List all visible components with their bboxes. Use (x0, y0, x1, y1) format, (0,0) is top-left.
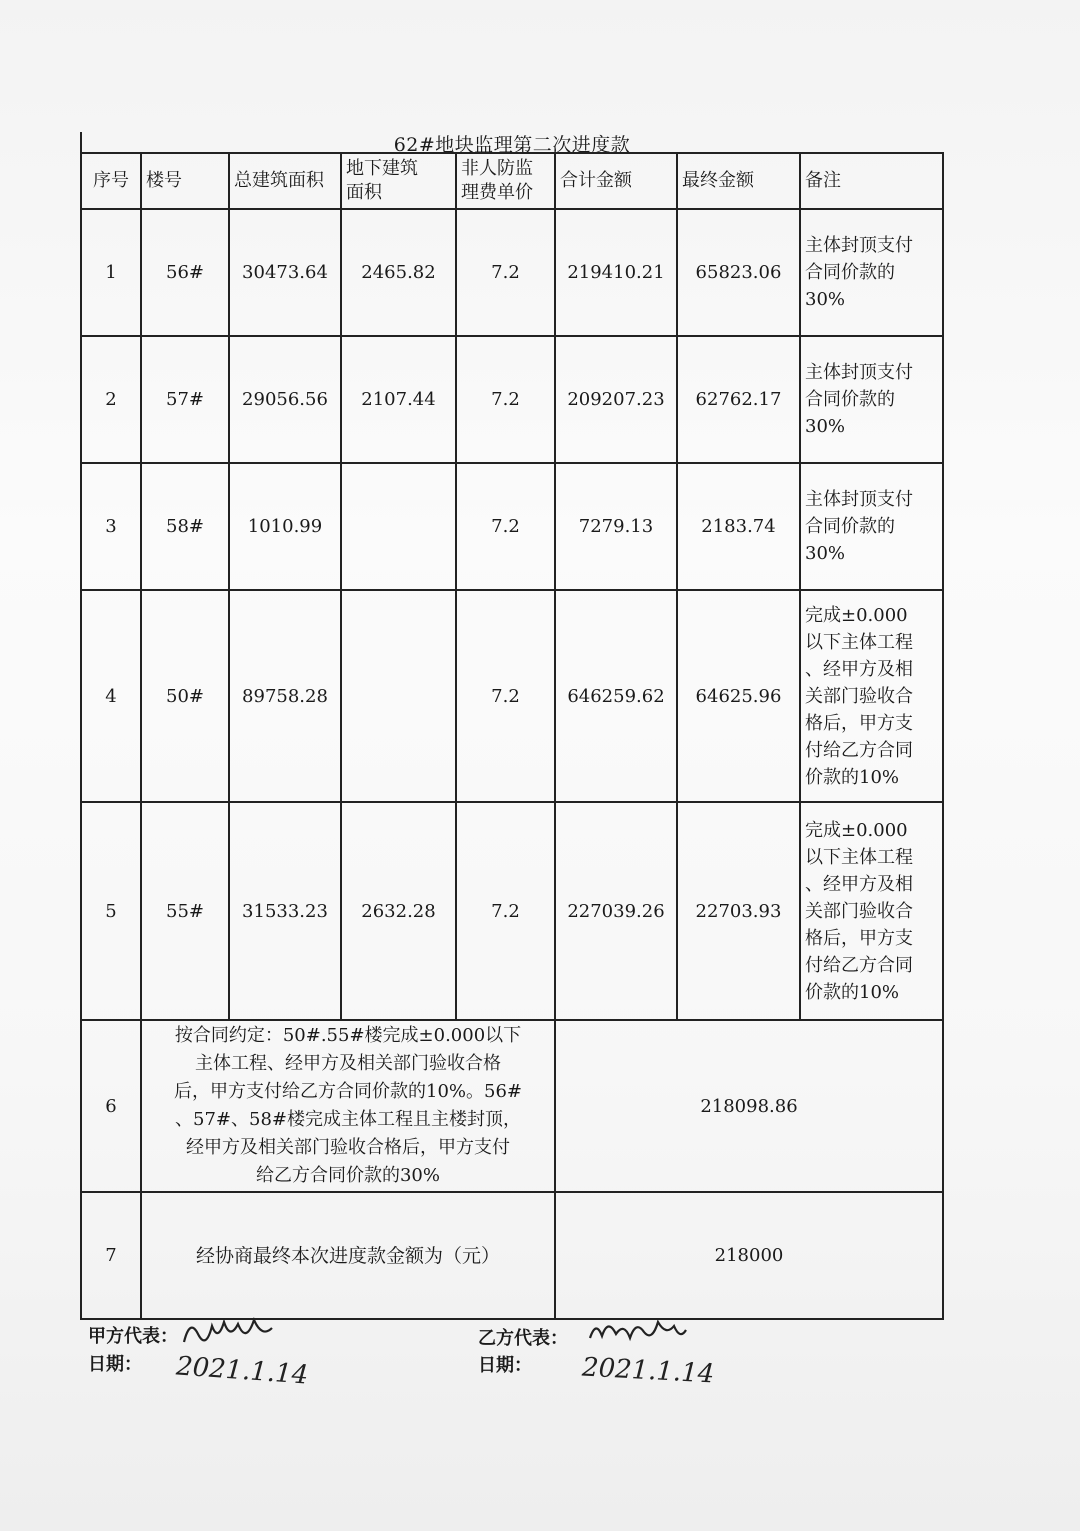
header-total-area: 总建筑面积 (229, 153, 341, 209)
header-row (81, 153, 943, 209)
header-underground-area: 地下建筑 面积 (341, 153, 456, 209)
table-row: 5 55# 31533.23 2632.28 7.2 227039.26 22703.93 完成±0.000 以下主体工程 、经甲方及相 关部门验收合 格后，甲方支 付给乙方合同 价款的10% (81, 802, 943, 1020)
party-b-signature (586, 1312, 690, 1352)
party-a-label: 甲方代表： (88, 1326, 178, 1347)
party-a-signature (178, 1312, 278, 1352)
party-b-date: 2021.1.14 (581, 1352, 716, 1390)
agreement-row: 6 按合同约定：50#.55#楼完成±0.000以下 主体工程、经甲方及相关部门验收合格 后，甲方支付给乙方合同价款的10%。56# 、57#、58#楼完成主体工程且主楼封顶， 经甲方及相关部门验收合格后，甲方支付 给乙方合同价款的30% 218098.86 (81, 1020, 943, 1192)
party-b-date-label: 日期： (478, 1355, 532, 1376)
table-row: 3 58# 1010.99 7.2 7279.13 2183.74 主体封顶支付 合同价款的 30% (81, 463, 943, 590)
final-amount-row: 7 经协商最终本次进度款金额为（元） 218000 (81, 1192, 943, 1319)
table-row: 4 50# 89758.28 7.2 646259.62 64625.96 完成±0.000 以下主体工程 、经甲方及相 关部门验收合 格后，甲方支 付给乙方合同 价款的10% (81, 590, 943, 802)
note-cell: 主体封顶支付 合同价款的 30% (800, 463, 943, 590)
header-final: 最终金额 (677, 153, 800, 209)
party-a-date: 2021.1.14 (175, 1351, 310, 1391)
header-note: 备注 (800, 153, 943, 209)
party-b-label: 乙方代表： (478, 1328, 568, 1349)
table-row: 1 56# 30473.64 2465.82 7.2 219410.21 65823.06 主体封顶支付 合同价款的 30% (81, 209, 943, 336)
header-price: 非人防监 理费单价 (456, 153, 555, 209)
document-title: 62#地块监理第二次进度款 (393, 134, 631, 156)
note-cell: 完成±0.000 以下主体工程 、经甲方及相 关部门验收合 格后，甲方支 付给乙方合同 价款的10% (800, 802, 943, 1020)
final-amount-text: 经协商最终本次进度款金额为（元） (141, 1192, 555, 1319)
header-sum: 合计金额 (555, 153, 677, 209)
note-cell: 主体封顶支付 合同价款的 30% (800, 336, 943, 463)
agreement-text: 按合同约定：50#.55#楼完成±0.000以下 主体工程、经甲方及相关部门验收合格 后，甲方支付给乙方合同价款的10%。56# 、57#、58#楼完成主体工程且主楼封顶， 经甲方及相关部门验收合格后，甲方支付 给乙方合同价款的30% (141, 1020, 555, 1192)
note-cell: 主体封顶支付 合同价款的 30% (800, 209, 943, 336)
party-a-date-label: 日期： (88, 1354, 142, 1375)
header-no: 序号 (81, 153, 141, 209)
agreement-amount: 218098.86 (555, 1020, 943, 1192)
table-row: 2 57# 29056.56 2107.44 7.2 209207.23 62762.17 主体封顶支付 合同价款的 30% (81, 336, 943, 463)
final-amount-value: 218000 (555, 1192, 943, 1319)
progress-payment-table (80, 152, 944, 1320)
note-cell: 完成±0.000 以下主体工程 、经甲方及相 关部门验收合 格后，甲方支 付给乙方合同 价款的10% (800, 590, 943, 802)
header-building: 楼号 (141, 153, 229, 209)
